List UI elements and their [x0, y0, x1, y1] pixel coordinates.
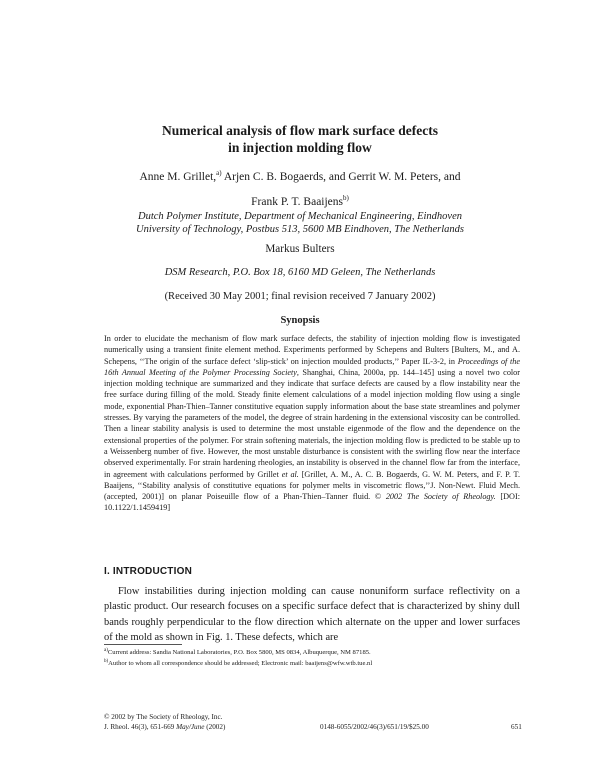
author-list: [0, 163, 600, 213]
footer-journal-year: (2002): [204, 723, 226, 732]
received-dates: (Received 30 May 2001; final revision received 7 January 2002): [164, 291, 436, 302]
section-heading-introduction: I. INTRODUCTION: [104, 566, 192, 577]
affiliation-1: [0, 210, 600, 236]
footnote-marker-b: b): [343, 193, 349, 202]
title-line-1: Numerical analysis of flow mark surface defects: [162, 123, 438, 138]
footnote-a-marker: a): [104, 648, 108, 653]
abstract-proceedings-title: Proceedings of the 16th Annual Meeting of the Polymer Processing Society: [104, 356, 520, 377]
footnote-divider: [104, 644, 182, 645]
author-bulters: Markus Bulters: [265, 243, 335, 255]
affiliation-2: DSM Research, P.O. Box 18, 6160 MD Geleen, The Netherlands: [164, 267, 436, 278]
page-number: 651: [511, 723, 522, 731]
abstract-doi: [DOI: 10.1122/1.1459419]: [104, 492, 520, 513]
footnote-b-text: Author to whom all correspondence should be addressed; Electronic mail: baaijens@wfw.wtb.tue.nl: [108, 659, 373, 667]
footnotes: [104, 647, 534, 668]
footnote-b: [104, 658, 534, 669]
footnote-a: [104, 647, 534, 658]
abstract-part-1: In order to elucidate the mechanism of flow mark surface defects, the stability of injection molding flow is investigated numerically using a transient finite element method. Experiments performed by Schepens and Bulters [Bulters, M., and A. Schepens, ‘‘The origin of the surface defect ‘slip-stick’ on injection moulded products,’’ Paper IL-3-2, in: [104, 334, 520, 366]
footnote-marker-a: a): [216, 169, 222, 177]
footer-journal: [104, 722, 225, 732]
affiliation-1-line-1: Dutch Polymer Institute, Department of Mechanical Engineering, Eindhoven: [138, 211, 462, 222]
paper-title: [0, 122, 600, 156]
synopsis-heading: Synopsis: [280, 315, 320, 326]
title-line-2: in injection molding flow: [228, 140, 372, 155]
synopsis-abstract: [104, 333, 520, 514]
authors-rest: Arjen C. B. Bogaerds, and Gerrit W. M. Peters, and: [221, 170, 461, 183]
affiliation-1-line-2: University of Technology, Postbus 513, 5600 MB Eindhoven, The Netherlands: [136, 224, 464, 235]
authors-line-1: [0, 163, 600, 188]
footer-citation: [104, 712, 225, 733]
abstract-copyright: 2002 The Society of Rheology.: [385, 492, 496, 502]
author-grillet: Anne M. Grillet,: [139, 170, 217, 183]
abstract-part-3: [Grillet, A. M., A. C. B. Bogaerds, G. W. M. Peters, and F. P. T. Baaijens, ‘‘Stability analysis of constitutive equations for polymer melts in viscometric flows,’’J. Non-Newt. Fluid Mech. (accepted, 2001)] on planar Poiseuille flow of a Phan-Thien–Tanner fluid. ©: [104, 469, 520, 502]
footer-journal-ref: J. Rheol. 46(3), 651-669: [104, 723, 177, 732]
abstract-et-al: et al.: [281, 469, 299, 479]
authors-line-2: [0, 188, 600, 213]
footer-journal-issue: May/June: [176, 723, 205, 732]
author-baaijens: Frank P. T. Baaijens: [251, 195, 344, 208]
footer-copyright: © 2002 by The Society of Rheology, Inc.: [104, 713, 223, 721]
footer-issn-code: 0148-6055/2002/46(3)/651/19/$25.00: [320, 723, 429, 731]
abstract-part-2: , Shanghai, China, 2000a, pp. 144–145] using a novel two color injection molding technique are summarized and they indicate that surface defects are caused by a flow instability near the free surface during filling of the mold. Steady finite element calculations of a model injection molding flow using a single mode, exponential Phan-Thien–Tanner constitutive equation supply information about the base state streamlines and polymer stresses. By varying the parameters of the model, the degree of strain hardening in the extensional viscosity can be controlled. Then a linear stability analysis is used to determine the most unstable eigenmode of the flow and the dependence on the extensional properties of the polymer. For strain softening materials, the injection molding flow is predicted to be stable up to a Weissenberg number of five. However, the most unstable disturbance is consistent with the swirling flow near the interface observed experimentally. For strain hardening rheologies, an instability is observed in the channel flow far from the interface, in agreement with calculations performed by Grillet: [104, 367, 521, 479]
footnote-a-text: Current address: Sandia National Laboratories, P.O. Box 5800, MS 0834, Albuquerque, NM 87185.: [107, 649, 371, 657]
footnote-b-marker: b): [104, 658, 109, 664]
introduction-paragraph: Flow instabilities during injection molding can cause nonuniform surface reflectivity on a plastic product. Our research focuses on a specific surface defect that is characterized by shiny dull bands roughly perpendicular to the flow direction which alternate on the upper and lower surfaces of the mold as shown in Fig. 1. These defects, which are: [104, 586, 520, 644]
